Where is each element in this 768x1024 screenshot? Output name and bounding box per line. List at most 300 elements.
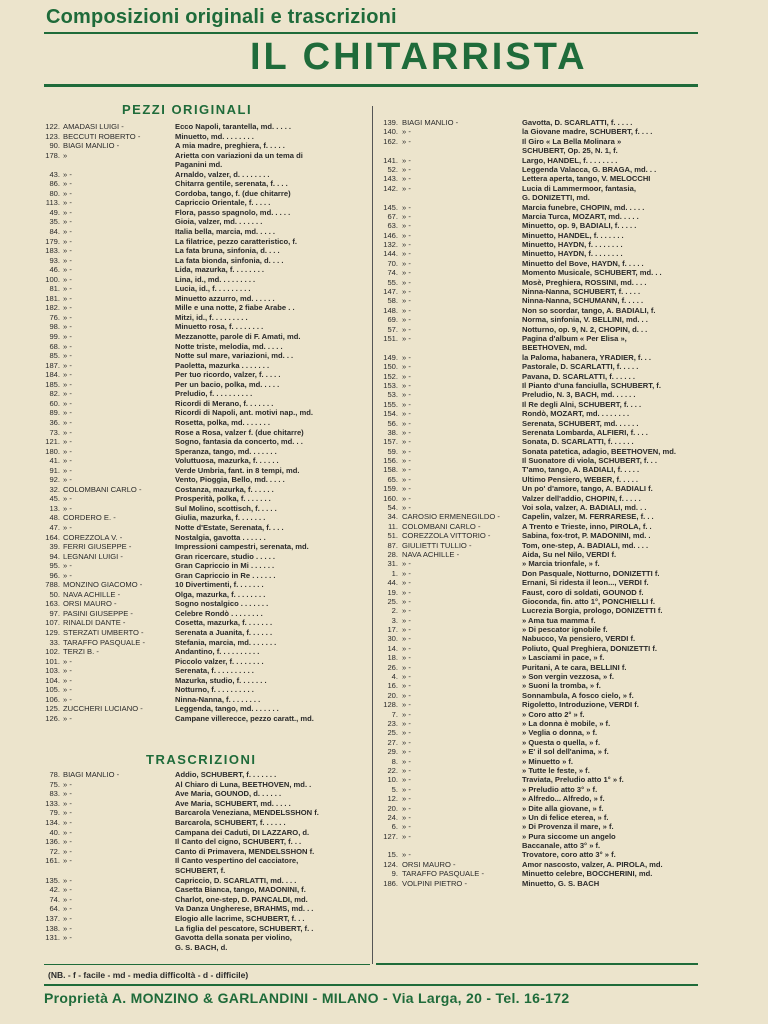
entry-composer: » - bbox=[402, 437, 411, 447]
entry-number: 85. bbox=[49, 351, 60, 361]
entry-composer: » - bbox=[402, 615, 411, 625]
entry-number: 48. bbox=[49, 513, 60, 523]
catalog-entry bbox=[38, 876, 368, 886]
catalog-entry bbox=[38, 456, 368, 466]
footer-rule-right bbox=[376, 963, 698, 965]
entry-title: Capriccio Orientale, f. . . . . bbox=[175, 198, 271, 208]
catalog-entry bbox=[38, 418, 368, 428]
catalog-entry bbox=[376, 437, 756, 446]
entry-number: 15. bbox=[387, 850, 398, 860]
catalog-entry bbox=[38, 599, 368, 609]
entry-composer: ZUCCHERI LUCIANO - bbox=[63, 704, 143, 714]
catalog-entry bbox=[38, 808, 368, 818]
catalog-entry bbox=[38, 618, 368, 628]
entry-number: 98. bbox=[49, 322, 60, 332]
entry-title: Minuetto, op. 9, BADIALI, f. . . . . bbox=[522, 221, 637, 231]
entry-title: SCHUBERT, Op. 25, N. 1, f. bbox=[522, 146, 618, 156]
catalog-entry bbox=[376, 193, 756, 202]
entry-title: Il Canto vespertino del cacciatore, bbox=[175, 856, 299, 866]
entry-title: Notturno, op. 9, N. 2, CHOPIN, d. . . bbox=[522, 324, 648, 334]
entry-number: 60. bbox=[49, 398, 60, 408]
entry-title: Traviata, Preludio atto 1° » f. bbox=[522, 775, 624, 785]
entry-number: 104. bbox=[45, 675, 60, 685]
header-title: IL CHITARRISTA bbox=[250, 36, 588, 78]
entry-number: 107. bbox=[45, 618, 60, 628]
entry-number: 161. bbox=[45, 856, 60, 866]
catalog-entry bbox=[38, 580, 368, 590]
catalog-entry bbox=[38, 571, 368, 581]
catalog-entry bbox=[38, 179, 368, 189]
entry-title: la Giovane madre, SCHUBERT, f. . . . bbox=[522, 127, 653, 137]
catalog-entry bbox=[376, 794, 756, 803]
entry-composer: NAVA ACHILLE - bbox=[63, 589, 121, 599]
catalog-entry bbox=[376, 644, 756, 653]
entry-title: Momento Musicale, SCHUBERT, md. . . bbox=[522, 268, 662, 278]
entry-title: Marcia funebre, CHOPIN, md. . . . . bbox=[522, 202, 645, 212]
entry-title: A Trento e Trieste, inno, PIROLA, f. . bbox=[522, 521, 652, 531]
entry-composer: COLOMBANI CARLO - bbox=[63, 484, 142, 494]
entry-composer: » - bbox=[402, 174, 411, 184]
entry-title: Notte d'Estate, Serenata, f. . . . bbox=[175, 522, 284, 532]
entry-number: 150. bbox=[383, 362, 398, 372]
catalog-entry bbox=[38, 351, 368, 361]
entry-composer: » - bbox=[63, 169, 72, 179]
entry-composer: » - bbox=[63, 303, 72, 313]
entry-composer: » - bbox=[63, 332, 72, 342]
catalog-entry bbox=[376, 541, 756, 550]
catalog-entry bbox=[376, 484, 756, 493]
entry-composer: » - bbox=[402, 850, 411, 860]
entry-composer: » - bbox=[63, 255, 72, 265]
entry-title: Flora, passo spagnolo, md. . . . . bbox=[175, 207, 291, 217]
entry-number: 19. bbox=[387, 587, 398, 597]
entry-title: Giulia, mazurka, f. . . . . . . bbox=[175, 513, 266, 523]
entry-number: 67. bbox=[387, 211, 398, 221]
header-rule-bottom bbox=[44, 84, 698, 87]
entry-composer: » - bbox=[63, 894, 72, 904]
entry-title: Sonata, D. SCARLATTI, f. . . . . . bbox=[522, 437, 634, 447]
entry-composer: » - bbox=[63, 312, 72, 322]
entry-title: Piccolo valzer, f. . . . . . . . bbox=[175, 656, 264, 666]
entry-title: Ultimo Pensiero, WEBER, f. . . . . bbox=[522, 474, 639, 484]
catalog-entry bbox=[38, 895, 368, 905]
entry-title: Leggenda Valacca, G. BRAGA, md. . . bbox=[522, 164, 657, 174]
entry-number: 156. bbox=[383, 456, 398, 466]
catalog-entry bbox=[38, 399, 368, 409]
entry-composer: » - bbox=[402, 305, 411, 315]
catalog-entry bbox=[376, 231, 756, 240]
entry-number: 159. bbox=[383, 484, 398, 494]
entry-composer: » - bbox=[402, 136, 411, 146]
entry-composer: COREZZOLA VITTORIO - bbox=[402, 531, 491, 541]
catalog-entry bbox=[38, 799, 368, 809]
entry-number: 136. bbox=[45, 837, 60, 847]
entry-title: Celebre Rondò . . . . . . . . bbox=[175, 608, 263, 618]
entry-composer: » - bbox=[402, 221, 411, 231]
catalog-entry bbox=[376, 315, 756, 324]
entry-composer: » - bbox=[63, 379, 72, 389]
entry-number: 87. bbox=[387, 540, 398, 550]
entry-title: » Coro atto 2° » f. bbox=[522, 709, 585, 719]
entry-composer: MONZINO GIACOMO - bbox=[63, 580, 143, 590]
entry-composer: » - bbox=[63, 465, 72, 475]
entry-composer: » - bbox=[63, 179, 72, 189]
entry-number: 126. bbox=[45, 713, 60, 723]
entry-composer: » - bbox=[63, 913, 72, 923]
entry-number: 96. bbox=[49, 570, 60, 580]
entry-title: Mille e una notte, 2 fiabe Arabe . . bbox=[175, 303, 295, 313]
entry-title: Italia bella, marcia, md. . . . . bbox=[175, 227, 276, 237]
entry-title: La figlia del pescatore, SCHUBERT, f. . bbox=[175, 923, 314, 933]
entry-number: 18. bbox=[387, 653, 398, 663]
catalog-entry bbox=[38, 837, 368, 847]
entry-composer: » - bbox=[63, 933, 72, 943]
entry-composer: » - bbox=[63, 494, 72, 504]
catalog-entry bbox=[38, 647, 368, 657]
entry-number: 180. bbox=[45, 446, 60, 456]
entry-title: Ave Maria, SCHUBERT, md. . . . . bbox=[175, 798, 291, 808]
entry-title: Serenata a Juanita, f. . . . . . bbox=[175, 627, 273, 637]
catalog-entry bbox=[376, 588, 756, 597]
catalog-entry bbox=[376, 606, 756, 615]
entry-composer: » - bbox=[402, 418, 411, 428]
entry-title: Capriccio, D. SCARLATTI, md. . . . bbox=[175, 875, 297, 885]
catalog-entry bbox=[38, 475, 368, 485]
entry-number: 164. bbox=[45, 532, 60, 542]
entry-number: 121. bbox=[45, 437, 60, 447]
catalog-entry bbox=[376, 127, 756, 136]
catalog-entry bbox=[38, 904, 368, 914]
entry-title: » Di pescator ignobile f. bbox=[522, 625, 608, 635]
catalog-entry bbox=[376, 550, 756, 559]
entry-number: 187. bbox=[45, 360, 60, 370]
entry-title: » Veglia o donna, » f. bbox=[522, 728, 598, 738]
catalog-entry bbox=[376, 850, 756, 859]
entry-composer: » - bbox=[402, 268, 411, 278]
entry-title: BEETHOVEN, md. bbox=[522, 343, 587, 353]
entry-composer: NAVA ACHILLE - bbox=[402, 549, 460, 559]
entry-composer: » - bbox=[402, 822, 411, 832]
entry-composer: » - bbox=[63, 456, 72, 466]
catalog-entry bbox=[376, 146, 756, 155]
catalog-entry bbox=[376, 325, 756, 334]
entry-title: Verde Umbria, fant. in 8 tempi, md. bbox=[175, 465, 300, 475]
entry-title: Olga, mazurka, f. . . . . . . . bbox=[175, 589, 266, 599]
catalog-entry bbox=[38, 322, 368, 332]
entry-title: Elogio alle lacrime, SCHUBERT, f. . . bbox=[175, 913, 305, 923]
catalog-entry bbox=[38, 132, 368, 142]
catalog-entry bbox=[38, 789, 368, 799]
entry-number: 65. bbox=[387, 474, 398, 484]
entry-composer: » - bbox=[63, 503, 72, 513]
catalog-entry bbox=[376, 879, 756, 888]
entry-number: 6. bbox=[391, 822, 398, 832]
entry-title: » Ama tua mamma f. bbox=[522, 615, 596, 625]
entry-title: Ninna-Nanna, f. . . . . . . . bbox=[175, 694, 261, 704]
entry-title: Ave Maria, GOUNOD, d. . . . . . bbox=[175, 789, 282, 799]
entry-title: Non so scordar, tango, A. BADIALI, f. bbox=[522, 305, 656, 315]
entry-title: » Marcia trionfale, » f. bbox=[522, 559, 600, 569]
entry-number: 13. bbox=[49, 503, 60, 513]
entry-number: 25. bbox=[387, 596, 398, 606]
entry-composer: » - bbox=[402, 737, 411, 747]
entry-title: » Lasciami in pace, » f. bbox=[522, 653, 605, 663]
entry-number: 157. bbox=[383, 437, 398, 447]
entry-composer: RINALDI DANTE - bbox=[63, 618, 126, 628]
catalog-entry bbox=[38, 313, 368, 323]
entry-title: Minuetto, HANDEL, f. . . . . . . bbox=[522, 230, 624, 240]
entry-composer: ORSI MAURO - bbox=[402, 859, 456, 869]
entry-number: 129. bbox=[45, 627, 60, 637]
entry-composer: » - bbox=[402, 371, 411, 381]
entry-title: Campana dei Caduti, DI LAZZARO, d. bbox=[175, 827, 310, 837]
entry-composer: » - bbox=[63, 789, 72, 799]
entry-number: 122. bbox=[45, 122, 60, 131]
entry-composer: » - bbox=[63, 322, 72, 332]
entry-number: 127. bbox=[383, 831, 398, 841]
catalog-entry bbox=[38, 437, 368, 447]
entry-number: 154. bbox=[383, 409, 398, 419]
entry-composer: » - bbox=[63, 341, 72, 351]
catalog-entry bbox=[376, 597, 756, 606]
catalog-entry bbox=[376, 343, 756, 352]
entry-number: 160. bbox=[383, 493, 398, 503]
catalog-entry bbox=[38, 552, 368, 562]
catalog-entry bbox=[376, 278, 756, 287]
entry-composer: » - bbox=[402, 578, 411, 588]
entry-title: » Un di felice eterea, » f. bbox=[522, 812, 609, 822]
entry-title: Aida, Su nel Nilo, VERDI f. bbox=[522, 549, 617, 559]
entry-composer: » - bbox=[63, 370, 72, 380]
entry-title: Canto di Primavera, MENDELSSHON f. bbox=[175, 846, 315, 856]
entry-number: 7. bbox=[391, 709, 398, 719]
catalog-entry bbox=[38, 170, 368, 180]
catalog-entry bbox=[376, 569, 756, 578]
catalog-entry bbox=[38, 504, 368, 514]
catalog-entry bbox=[376, 663, 756, 672]
entry-composer: » - bbox=[402, 211, 411, 221]
entry-title: Minuetto, G. S. BACH bbox=[522, 878, 600, 888]
catalog-entry bbox=[38, 885, 368, 895]
entry-number: 26. bbox=[387, 662, 398, 672]
entry-number: 35. bbox=[49, 217, 60, 227]
entry-title: » Son vergin vezzosa, » f. bbox=[522, 672, 615, 682]
entry-number: 788. bbox=[45, 580, 60, 590]
catalog-entry bbox=[38, 704, 368, 714]
entry-composer: » - bbox=[63, 217, 72, 227]
catalog-entry bbox=[376, 747, 756, 756]
entry-number: 76. bbox=[49, 312, 60, 322]
entry-title: Pagina d'album « Per Elisa », bbox=[522, 333, 627, 343]
entry-number: 14. bbox=[387, 643, 398, 653]
entry-title: Marcia Turca, MOZART, md. . . . . bbox=[522, 211, 639, 221]
entry-title: Lina, id., md. . . . . . . . . bbox=[175, 274, 256, 284]
entry-title: Minuetto, md. . . . . . . . bbox=[175, 131, 254, 141]
entry-title: Mosè, Preghiera, ROSSINI, md. . . . bbox=[522, 277, 647, 287]
entry-composer: » - bbox=[63, 475, 72, 485]
catalog-entry bbox=[376, 531, 756, 540]
entry-number: 83. bbox=[49, 789, 60, 799]
catalog-entry bbox=[38, 141, 368, 151]
entry-number: 163. bbox=[45, 599, 60, 609]
entry-number: 70. bbox=[387, 258, 398, 268]
entry-title: Tom, one-step, A. BADIALI, md. . . . bbox=[522, 540, 649, 550]
entry-title: T'amo, tango, A. BADIALI, f. . . . . bbox=[522, 465, 640, 475]
entry-title: Ernani, Si ridesta il leon..., VERDI f. bbox=[522, 578, 649, 588]
header-subtitle: Composizioni originali e trascrizioni bbox=[46, 6, 397, 28]
entry-title: Leggenda, tango, md. . . . . . . bbox=[175, 704, 279, 714]
entry-composer: » - bbox=[402, 427, 411, 437]
entry-title: Gioconda, fin. atto 1°, PONCHIELLI f. bbox=[522, 596, 655, 606]
entry-number: 185. bbox=[45, 379, 60, 389]
catalog-entry bbox=[376, 400, 756, 409]
originali-list bbox=[38, 122, 368, 723]
entry-title: Capelin, valzer, M. FERRARESE, f. . . bbox=[522, 512, 654, 522]
entry-number: 22. bbox=[387, 765, 398, 775]
catalog-entry bbox=[38, 284, 368, 294]
entry-title: Rondò, MOZART, md. . . . . . . . bbox=[522, 409, 630, 419]
entry-title: Preludio, f. . . . . . . . . . bbox=[175, 389, 253, 399]
entry-title: Prosperità, polka, f. . . . . . . bbox=[175, 494, 271, 504]
entry-number: 31. bbox=[387, 559, 398, 569]
entry-title: Gran Capriccio in Mi . . . . . . bbox=[175, 561, 275, 571]
entry-composer: » - bbox=[402, 587, 411, 597]
entry-number: 23. bbox=[387, 719, 398, 728]
entry-composer: » - bbox=[402, 409, 411, 419]
catalog-entry bbox=[376, 503, 756, 512]
entry-composer: BIAGI MANLIO - bbox=[63, 141, 120, 151]
entry-number: 27. bbox=[387, 737, 398, 747]
entry-title: » Questa o quella, » f. bbox=[522, 737, 601, 747]
entry-title: Ecco Napoli, tarantella, md. . . . . bbox=[175, 122, 292, 131]
entry-composer: » - bbox=[63, 656, 72, 666]
entry-composer: » - bbox=[402, 653, 411, 663]
entry-number: 102. bbox=[45, 647, 60, 657]
entry-composer: » - bbox=[63, 561, 72, 571]
entry-title: Sogno nostalgico . . . . . . . bbox=[175, 599, 269, 609]
entry-composer: » - bbox=[402, 662, 411, 672]
entry-composer: ORSI MAURO - bbox=[63, 599, 117, 609]
entry-number: 33. bbox=[49, 637, 60, 647]
catalog-entry bbox=[376, 766, 756, 775]
entry-number: 52. bbox=[387, 164, 398, 174]
catalog-entry bbox=[38, 780, 368, 790]
entry-title: Arnaldo, valzer, d. . . . . . . . bbox=[175, 169, 270, 179]
entry-title: Lida, mazurka, f. . . . . . . . bbox=[175, 265, 265, 275]
entry-composer: STERZATI UMBERTO - bbox=[63, 627, 144, 637]
entry-title: Pastorale, D. SCARLATTI, f. . . . . bbox=[522, 362, 639, 372]
entry-composer: » - bbox=[402, 765, 411, 775]
entry-title: Al Chiaro di Luna, BEETHOVEN, md. . bbox=[175, 779, 312, 789]
entry-title: Sonata patetica, adagio, BEETHOVEN, md. bbox=[522, 446, 677, 456]
entry-title: Gioia, valzer, md. . . . . . . bbox=[175, 217, 263, 227]
entry-number: 55. bbox=[387, 277, 398, 287]
entry-number: 50. bbox=[49, 589, 60, 599]
entry-title: Poliuto, Qual Preghiera, DONIZETTI f. bbox=[522, 643, 658, 653]
entry-number: 10. bbox=[387, 775, 398, 785]
entry-composer: » - bbox=[402, 352, 411, 362]
catalog-entry bbox=[376, 785, 756, 794]
catalog-entry bbox=[38, 933, 368, 943]
catalog-entry bbox=[376, 137, 756, 146]
entry-title: Trovatore, coro atto 3° » f. bbox=[522, 850, 616, 860]
entry-composer: » - bbox=[63, 446, 72, 456]
entry-number: 134. bbox=[45, 817, 60, 827]
entry-title: la Paloma, habanera, YRADIER, f. . . bbox=[522, 352, 651, 362]
catalog-entry bbox=[38, 561, 368, 571]
catalog-entry bbox=[376, 296, 756, 305]
entry-composer: » - bbox=[402, 155, 411, 165]
entry-composer: » - bbox=[402, 503, 411, 513]
entry-composer: BIAGI MANLIO - bbox=[402, 118, 459, 127]
catalog-entry bbox=[376, 287, 756, 296]
entry-composer: » - bbox=[402, 296, 411, 306]
entry-number: 57. bbox=[387, 324, 398, 334]
entry-composer: » - bbox=[63, 188, 72, 198]
catalog-entry bbox=[38, 227, 368, 237]
entry-title: Serenata, f. . . . . . . . . . bbox=[175, 666, 254, 676]
catalog-entry bbox=[38, 160, 368, 170]
entry-composer: » - bbox=[402, 333, 411, 343]
catalog-entry bbox=[376, 578, 756, 587]
catalog-entry bbox=[376, 212, 756, 221]
entry-composer: » - bbox=[402, 559, 411, 569]
entry-composer: » - bbox=[402, 183, 411, 193]
catalog-entry bbox=[38, 189, 368, 199]
catalog-entry bbox=[376, 259, 756, 268]
entry-title: Il Re degli Alni, SCHUBERT, f. . . . bbox=[522, 399, 642, 409]
entry-composer: » - bbox=[402, 596, 411, 606]
catalog-entry bbox=[376, 860, 756, 869]
entry-composer: » - bbox=[402, 728, 411, 738]
entry-title: Norma, sinfonia, V. BELLINI, md. . . bbox=[522, 315, 648, 325]
catalog-entry bbox=[376, 165, 756, 174]
catalog-entry bbox=[376, 362, 756, 371]
entry-title: Va Danza Ungherese, BRAHMS, md. . . bbox=[175, 904, 314, 914]
entry-title: Don Pasquale, Notturno, DONIZETTI f. bbox=[522, 568, 660, 578]
entry-title: Rose a Rosa, valzer f. (due chitarre) bbox=[175, 427, 304, 437]
entry-number: 34. bbox=[387, 512, 398, 522]
entry-number: 138. bbox=[45, 923, 60, 933]
entry-title: Faust, coro di soldati, GOUNOD f. bbox=[522, 587, 644, 597]
entry-number: 4. bbox=[391, 672, 398, 682]
entry-composer: » - bbox=[402, 643, 411, 653]
entry-title: Andantino, f. . . . . . . . . . bbox=[175, 647, 260, 657]
catalog-entry bbox=[376, 757, 756, 766]
catalog-entry bbox=[376, 306, 756, 315]
entry-title: Il Suonatore di viola, SCHUBERT, f. . . bbox=[522, 456, 658, 466]
entry-title: G. S. BACH, d. bbox=[175, 942, 228, 952]
catalog-entry bbox=[376, 653, 756, 662]
catalog-entry bbox=[38, 237, 368, 247]
entry-composer: » - bbox=[63, 427, 72, 437]
entry-composer: » - bbox=[63, 904, 72, 914]
entry-composer: » - bbox=[402, 681, 411, 691]
entry-title: Mitzi, id., f. . . . . . . . . bbox=[175, 312, 248, 322]
entry-composer: CAROSIO ERMENEGILDO - bbox=[402, 512, 500, 522]
entry-title: » Suoni la tromba, » f. bbox=[522, 681, 601, 691]
entry-number: 28. bbox=[387, 549, 398, 559]
entry-title: G. DONIZETTI, md. bbox=[522, 193, 590, 203]
entry-number: 79. bbox=[49, 808, 60, 818]
entry-title: Pavana, D. SCARLATTI, f. . . . . . bbox=[522, 371, 635, 381]
catalog-entry bbox=[376, 512, 756, 521]
catalog-entry bbox=[376, 691, 756, 700]
entry-number: 45. bbox=[49, 494, 60, 504]
entry-title: Sogno, fantasia da concerto, md. . . bbox=[175, 437, 303, 447]
entry-number: 44. bbox=[387, 578, 398, 588]
entry-composer: » - bbox=[402, 230, 411, 240]
